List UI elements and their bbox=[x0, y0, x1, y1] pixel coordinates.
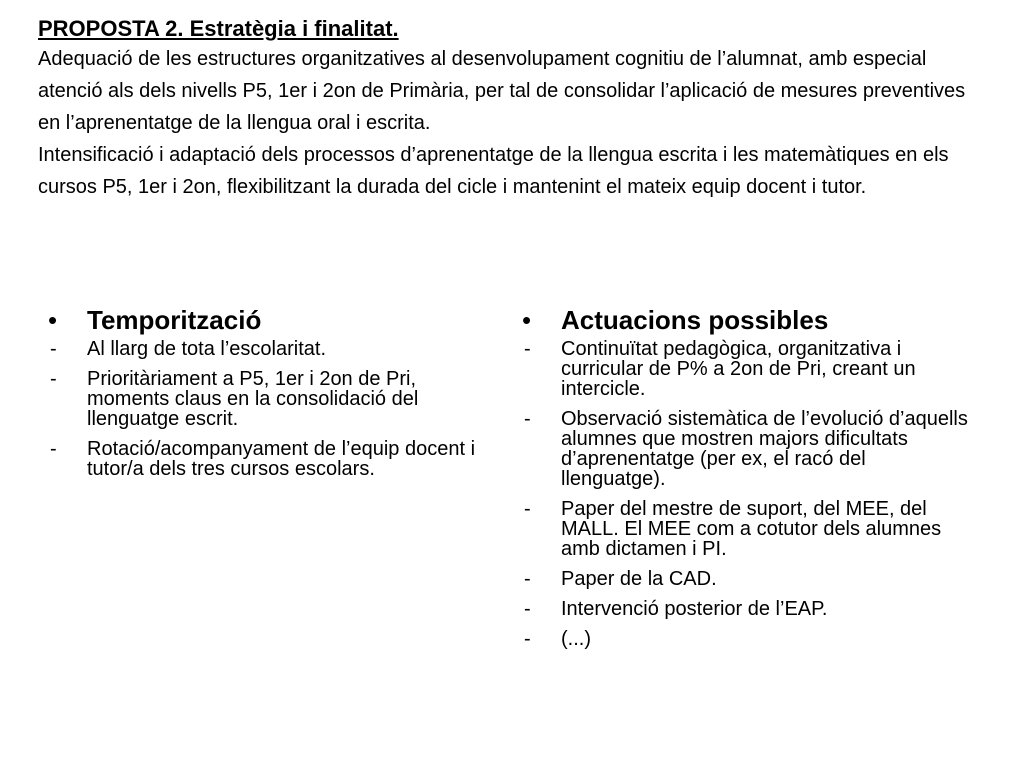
dash-marker: - bbox=[50, 338, 57, 360]
list-item-text: Paper del mestre de suport, del MEE, del MALL. El MEE com a cotutor dels alumnes amb dictamen i PI. bbox=[561, 498, 942, 560]
list-item-text: Observació sistemàtica de l’evolució d’aquells alumnes que mostren majors dificultats d’aprenentatge (per ex, el racó del llenguatge). bbox=[561, 408, 968, 490]
temporitzacio-heading: Temporització bbox=[87, 305, 262, 335]
dash-marker: - bbox=[524, 628, 531, 650]
actuacions-list bbox=[522, 339, 972, 649]
intro-paragraph-1: Adequació de les estructures organitzatives al desenvolupament cognitiu de l’alumnat, amb especial atenció als dels nivells P5, 1er i 2on de Primària, per tal de consolidar l’aplicació de mesures preventives en l’aprenentatge de la llengua oral i escrita. bbox=[38, 48, 966, 134]
list-item-text: Intervenció posterior de l’EAP. bbox=[561, 598, 828, 620]
dash-marker: - bbox=[524, 338, 531, 360]
bullet-icon: • bbox=[522, 305, 532, 335]
dash-marker: - bbox=[50, 368, 57, 390]
dash-marker: - bbox=[524, 598, 531, 620]
list-item bbox=[522, 339, 972, 399]
temporitzacio-list bbox=[48, 339, 488, 479]
list-item bbox=[522, 629, 972, 649]
list-item-text: Rotació/acompanyament de l’equip docent i tutor/a dels tres cursos escolars. bbox=[87, 438, 476, 480]
dash-marker: - bbox=[524, 498, 531, 520]
dash-marker: - bbox=[524, 408, 531, 430]
actuacions-heading: Actuacions possibles bbox=[561, 305, 829, 335]
dash-marker: - bbox=[524, 568, 531, 590]
list-item-text: Paper de la CAD. bbox=[561, 568, 717, 590]
list-item bbox=[522, 569, 972, 589]
actuacions-heading-row bbox=[522, 305, 972, 335]
temporitzacio-heading-row bbox=[48, 305, 488, 335]
dash-marker: - bbox=[50, 438, 57, 460]
list-item bbox=[522, 409, 972, 489]
slide-title: PROPOSTA 2. Estratègia i finalitat. bbox=[38, 16, 399, 41]
list-item bbox=[48, 439, 488, 479]
bullet-icon: • bbox=[48, 305, 58, 335]
slide-header bbox=[38, 14, 978, 203]
list-item-text: Al llarg de tota l’escolaritat. bbox=[87, 338, 327, 360]
intro-paragraph-2: Intensificació i adaptació dels processos d’aprenentatge de la llengua escrita i les matemàtiques en els cursos P5, 1er i 2on, flexibilitzant la durada del cicle i mantenint el mateix equip docent i tutor. bbox=[38, 144, 949, 198]
actuacions-column bbox=[522, 305, 972, 659]
temporitzacio-column bbox=[48, 305, 488, 489]
list-item bbox=[522, 599, 972, 619]
list-item-text: (...) bbox=[561, 628, 591, 650]
list-item bbox=[48, 369, 488, 429]
list-item bbox=[48, 339, 488, 359]
list-item bbox=[522, 499, 972, 559]
list-item-text: Prioritàriament a P5, 1er i 2on de Pri, moments claus en la consolidació del llenguatge escrit. bbox=[87, 368, 419, 430]
list-item-text: Continuïtat pedagògica, organitzativa i curricular de P% a 2on de Pri, creant un intercicle. bbox=[561, 338, 916, 400]
